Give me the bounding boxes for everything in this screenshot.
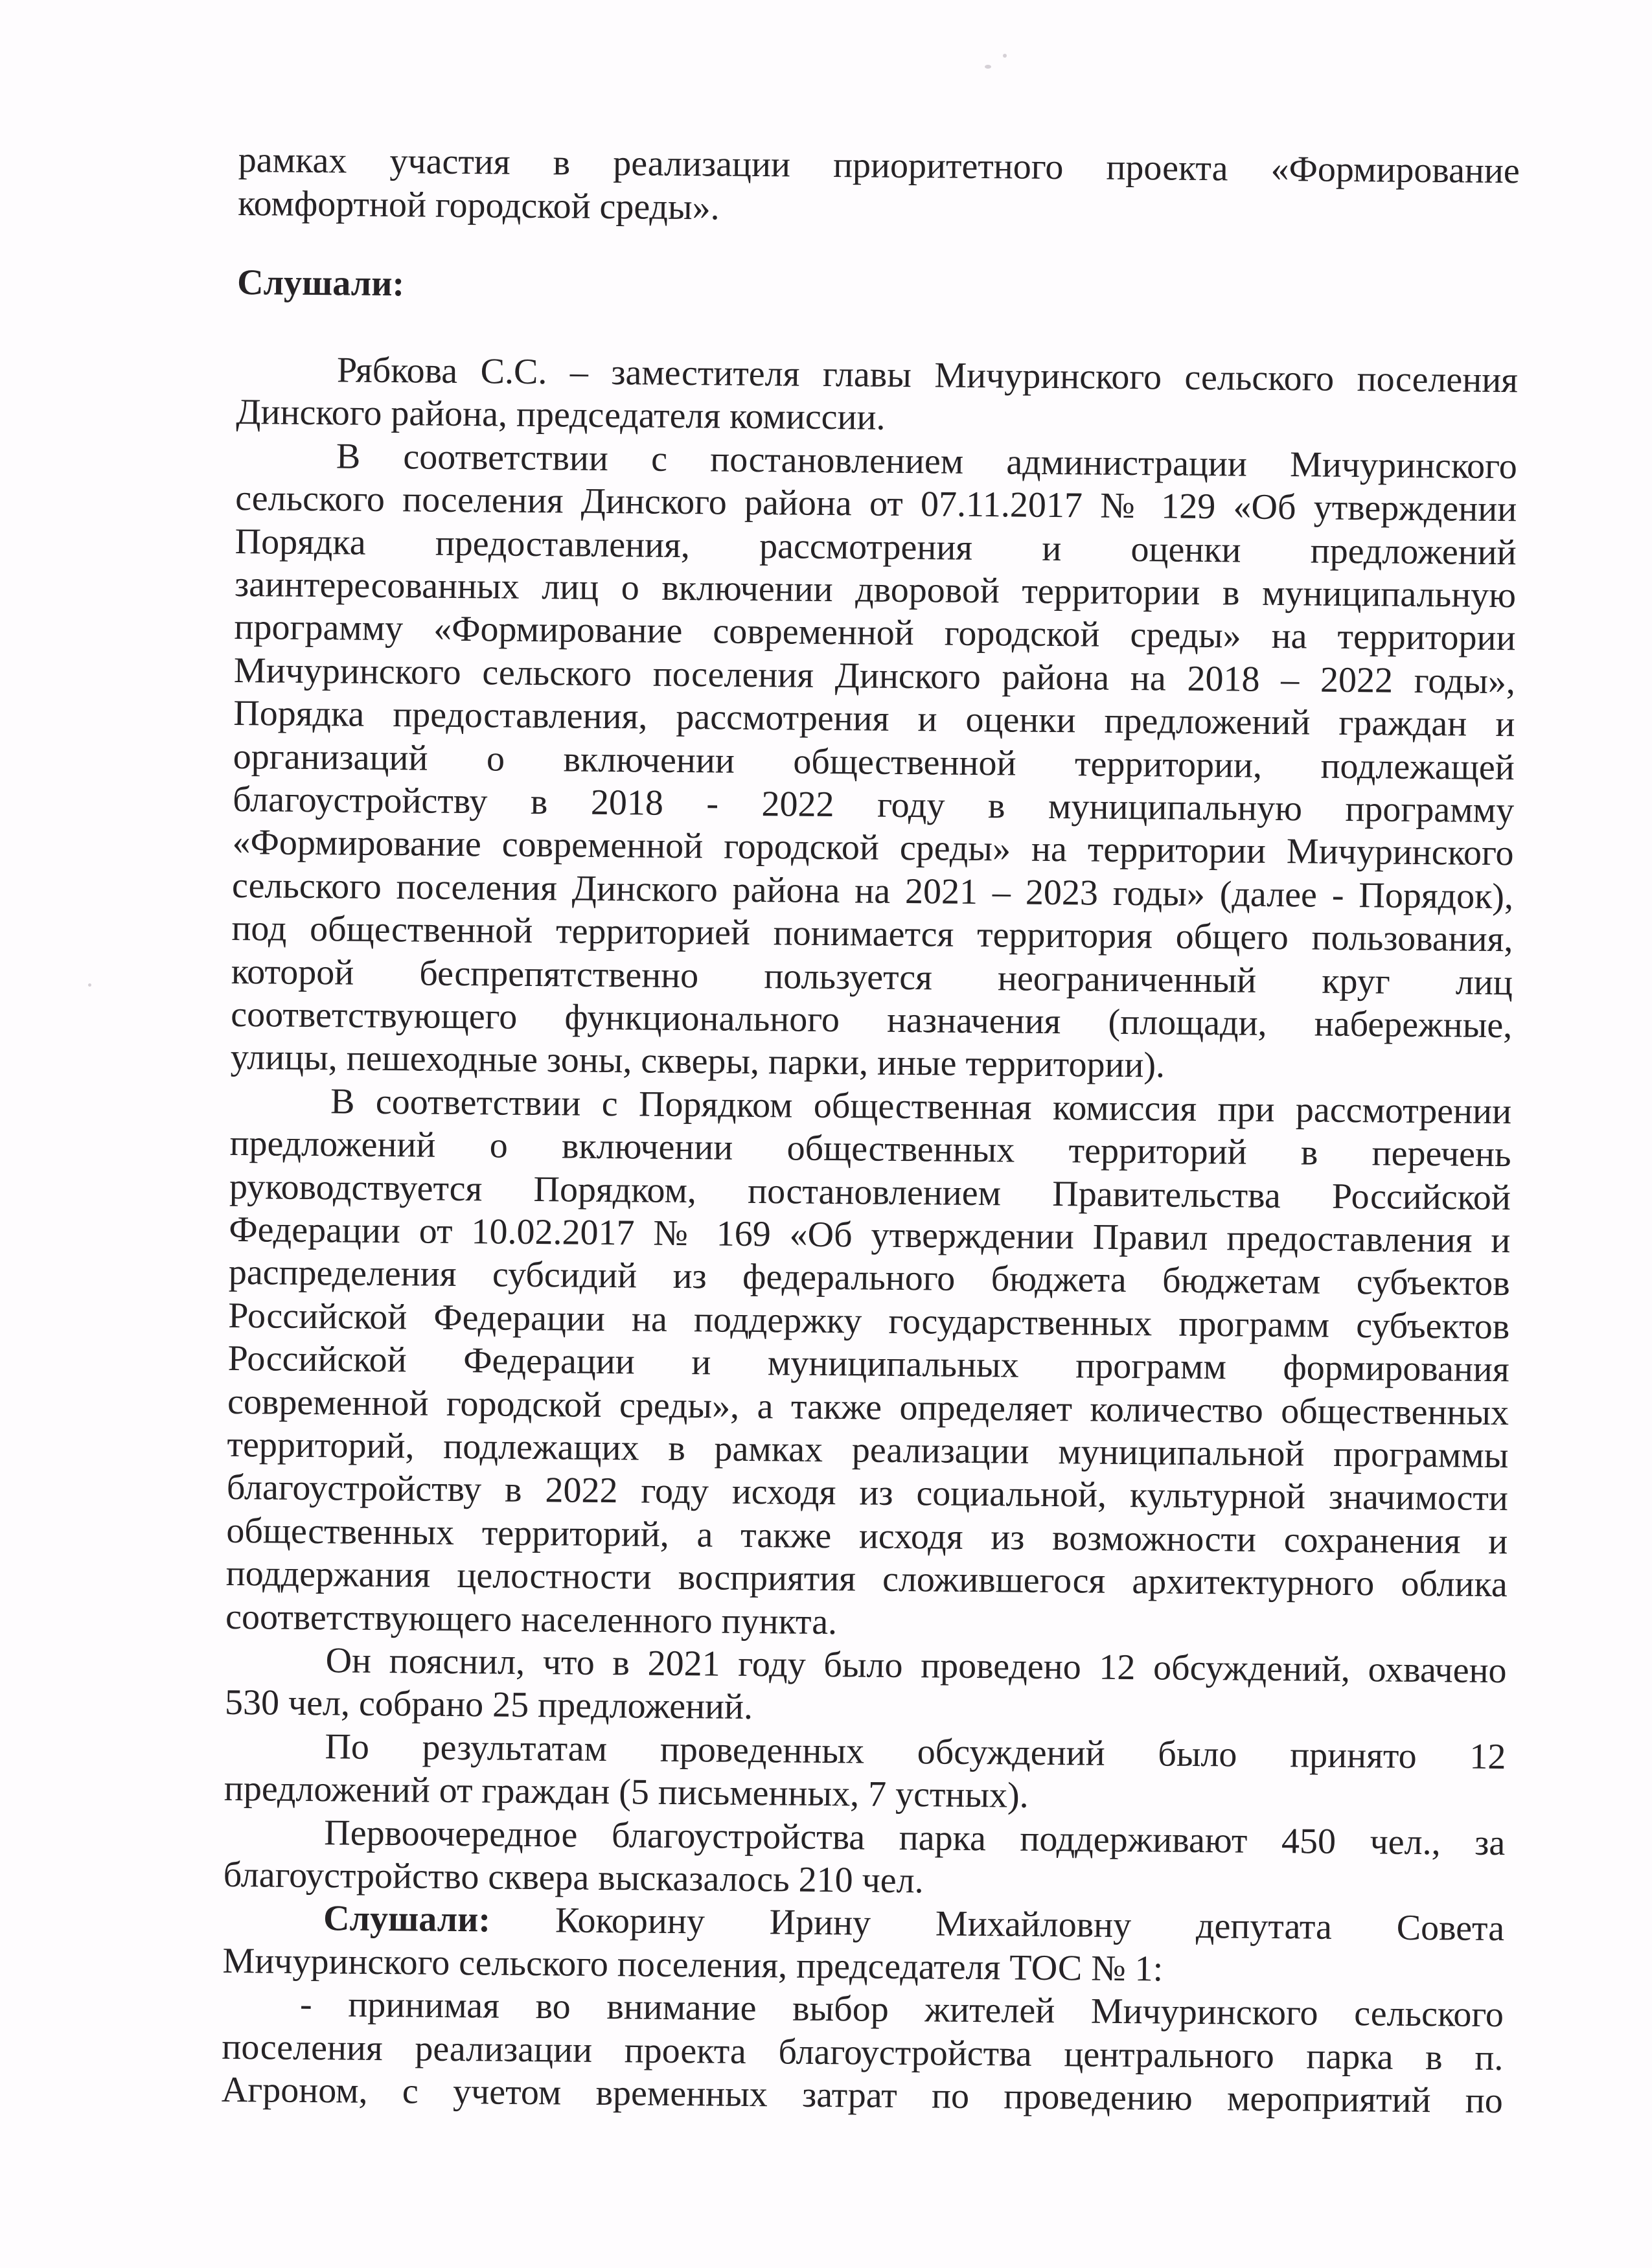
line-text: Мичуринского сельского поселения Динского района на 2018 – 2022 годы», [233, 650, 1516, 702]
scan-speck [88, 983, 91, 987]
line-text: Рябкова С.С. – заместителя главы Мичуринского сельского поселения [336, 350, 1519, 401]
line-text: улицы, пешеходные зоны, скверы, парки, иные территории). [230, 1037, 1165, 1086]
line-text: «Формирование современной городской среды» на территории Мичуринского [232, 822, 1514, 874]
line-text: Российской Федерации на поддержку государственных программ субъектов [228, 1295, 1510, 1347]
line-text: поддержания целостности восприятия сложившегося архитектурного облика [225, 1553, 1508, 1605]
line-text: - принимая во внимание выбор жителей Мичуринского сельского [299, 1984, 1504, 2035]
line-text: В соответствии с постановлением администрации Мичуринского [336, 436, 1518, 487]
line-text: благоустройству в 2022 году исходя из социальной, культурной значимости [226, 1467, 1509, 1519]
line-text: В соответствии с Порядком общественная комиссия при рассмотрении [330, 1081, 1512, 1132]
document-body [220, 0, 1520, 2268]
line-text: Кокорину Ирину Михайловну депутата Совета [490, 1899, 1505, 1949]
heard-label: Слушали: [323, 1898, 491, 1940]
line-text: соответствующего функционального назначения (площади, набережные, [231, 994, 1513, 1046]
line-text: заинтересованных лиц о включении дворовой территории в муниципальную [234, 564, 1517, 616]
line-text: Порядка предоставления, рассмотрения и оценки предложений граждан и [233, 693, 1515, 745]
line-text: программу «Формирование современной городской среды» на территории [234, 607, 1516, 659]
line-text: предложений от граждан (5 письменных, 7 устных). [224, 1769, 1029, 1816]
line-text: общественных территорий, а также исходя из возможности сохранения и [226, 1510, 1508, 1562]
line-text: благоустройству в 2018 - 2022 году в муниципальную программу [232, 779, 1515, 831]
line-text: 530 чел, собрано 25 предложений. [224, 1682, 753, 1728]
line-text: Мичуринского сельского поселения, председателя ТОС № 1: [222, 1940, 1164, 1989]
line-text: Федерации от 10.02.2017 № 169 «Об утверждении Правил предоставления и [229, 1209, 1511, 1261]
line-text: Он пояснил, что в 2021 году было проведено 12 обсуждений, охвачено [325, 1640, 1507, 1691]
line-text: сельского поселения Динского района от 07.11.2017 № 129 «Об утверждении [235, 478, 1517, 530]
line-text: Агроном, с учетом временных затрат по проведению мероприятий по [221, 2069, 1504, 2122]
line-text: современной городской среды», а также определяет количество общественных [227, 1381, 1509, 1433]
line-text: комфортной городской среды». [237, 183, 720, 228]
line-text: Первоочередное благоустройства парка поддерживают 450 чел., за [324, 1812, 1506, 1863]
line-text: Динского района, председателя комиссии. [236, 392, 886, 439]
line-text: которой беспрепятственно пользуется неограниченный круг лиц [231, 951, 1513, 1003]
line-text: Российской Федерации и муниципальных программ формирования [227, 1338, 1509, 1390]
paragraph-intro-continuation [237, 0, 1521, 228]
line-text: рамках участия в реализации приоритетного проекта «Формирование [238, 139, 1520, 192]
line-text: Слушали: [236, 262, 405, 304]
line-text: руководствуется Порядком, постановлением Правительства Российской [229, 1166, 1511, 1218]
line-text: территорий, подлежащих в рамках реализации муниципальной программы [227, 1424, 1509, 1476]
line-text: сельского поселения Динского района на 2021 – 2023 годы» (далее - Порядок), [231, 865, 1514, 917]
section-heading [237, 261, 1519, 315]
line-text: под общественной территорией понимается территория общего пользования, [231, 908, 1513, 960]
line-text: По результатам проведенных обсуждений было принято 12 [325, 1726, 1506, 1777]
line-text: соответствующего населенного пункта. [225, 1596, 838, 1642]
line-text: распределения субсидий из федерального бюджета бюджетам субъектов [228, 1252, 1511, 1304]
line-text: благоустройство сквера высказалось 210 чел. [223, 1854, 924, 1901]
line-text: организаций о включении общественной территории, подлежащей [233, 736, 1515, 788]
line-text: поселения реализации проекта благоустройства центрального парка в п. [222, 2026, 1504, 2078]
line-text: предложений о включении общественных территорий в перечень [229, 1123, 1511, 1175]
line-text: Порядка предоставления, рассмотрения и оценки предложений [235, 521, 1517, 573]
